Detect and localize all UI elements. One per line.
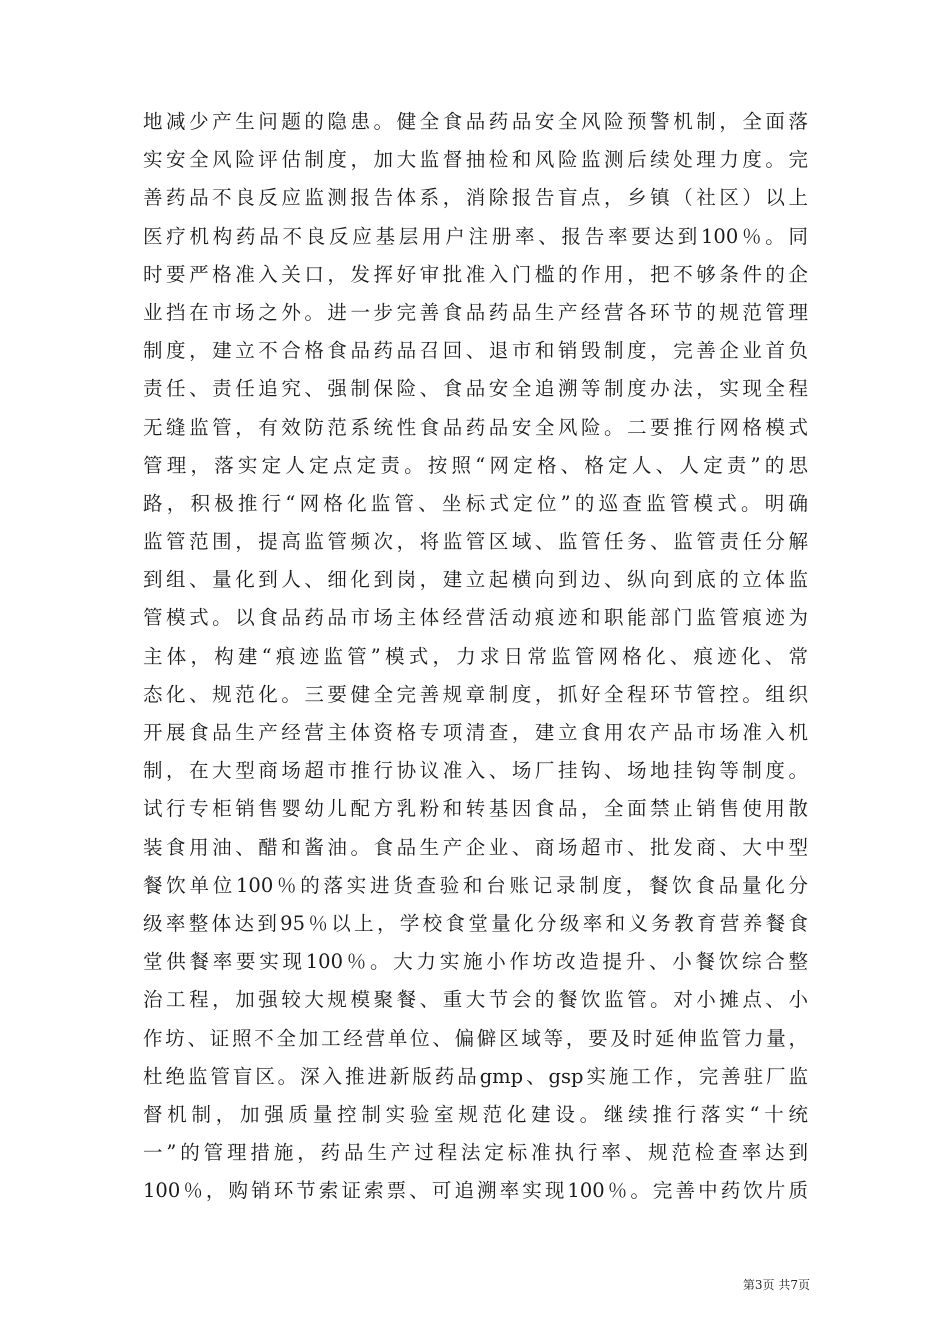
text-line: 作坊、证照不全加工经营单位、偏僻区域等，要及时延伸监管力量，	[143, 1026, 808, 1050]
text-line: 100％，购销环节索证索票、可追溯率实现100％。完善中药饮片质	[143, 1179, 808, 1203]
page-number-footer: 第3页 共7页	[742, 1278, 810, 1292]
text-line: 管理，落实定人定点定责。按照“网定格、格定人、人定责”的思	[143, 453, 808, 477]
text-line: 责任、责任追究、强制保险、食品安全追溯等制度办法，实现全程	[143, 377, 808, 401]
text-line: 装食用油、醋和酱油。食品生产企业、商场超市、批发商、大中型	[143, 835, 808, 859]
text-line: 杜绝监管盲区。深入推进新版药品gmp、gsp实施工作，完善驻厂监	[143, 1064, 808, 1088]
text-line: 主体，构建“痕迹监管”模式，力求日常监管网格化、痕迹化、常	[143, 644, 808, 668]
text-line: 地减少产生问题的隐患。健全食品药品安全风险预警机制，全面落	[143, 110, 808, 133]
text-line: 级率整体达到95％以上，学校食堂量化分级率和义务教育营养餐食	[143, 911, 808, 935]
text-line: 试行专柜销售婴幼儿配方乳粉和转基因食品，全面禁止销售使用散	[143, 797, 808, 821]
text-line: 实安全风险评估制度，加大监督抽检和风险监测后续处理力度。完	[143, 148, 808, 172]
text-line: 治工程，加强较大规模聚餐、重大节会的餐饮监管。对小摊点、小	[143, 988, 808, 1012]
text-line: 业挡在市场之外。进一步完善食品药品生产经营各环节的规范管理	[143, 300, 808, 324]
text-line: 无缝监管，有效防范系统性食品药品安全风险。二要推行网格模式	[143, 415, 808, 439]
text-line: 督机制，加强质量控制实验室规范化建设。继续推行落实“十统	[143, 1102, 808, 1126]
text-line: 管模式。以食品药品市场主体经营活动痕迹和职能部门监管痕迹为	[143, 606, 808, 630]
text-line: 开展食品生产经营主体资格专项清查，建立食用农产品市场准入机	[143, 721, 808, 744]
text-line: 善药品不良反应监测报告体系，消除报告盲点，乡镇（社区）以上	[143, 186, 808, 210]
text-line: 路，积极推行“网格化监管、坐标式定位”的巡查监管模式。明确	[143, 491, 808, 515]
text-line: 一”的管理措施，药品生产过程法定标准执行率、规范检查率达到	[143, 1141, 808, 1165]
text-line: 到组、量化到人、细化到岗，建立起横向到边、纵向到底的立体监	[143, 568, 808, 592]
text-line: 制，在大型商场超市推行协议准入、场厂挂钩、场地挂钩等制度。	[143, 759, 808, 783]
text-line: 态化、规范化。三要健全完善规章制度，抓好全程环节管控。组织	[143, 682, 808, 706]
text-line: 医疗机构药品不良反应基层用户注册率、报告率要达到100％。同	[143, 224, 808, 248]
body-text	[143, 103, 808, 1210]
text-line: 制度，建立不合格食品药品召回、退市和销毁制度，完善企业首负	[143, 339, 808, 363]
text-line: 监管范围，提高监管频次，将监管区域、监管任务、监管责任分解	[143, 530, 808, 554]
text-line: 时要严格准入关口，发挥好审批准入门槛的作用，把不够条件的企	[143, 262, 808, 286]
text-line: 餐饮单位100％的落实进货查验和台账记录制度，餐饮食品量化分	[143, 873, 808, 897]
text-line: 堂供餐率要实现100％。大力实施小作坊改造提升、小餐饮综合整	[143, 950, 808, 974]
